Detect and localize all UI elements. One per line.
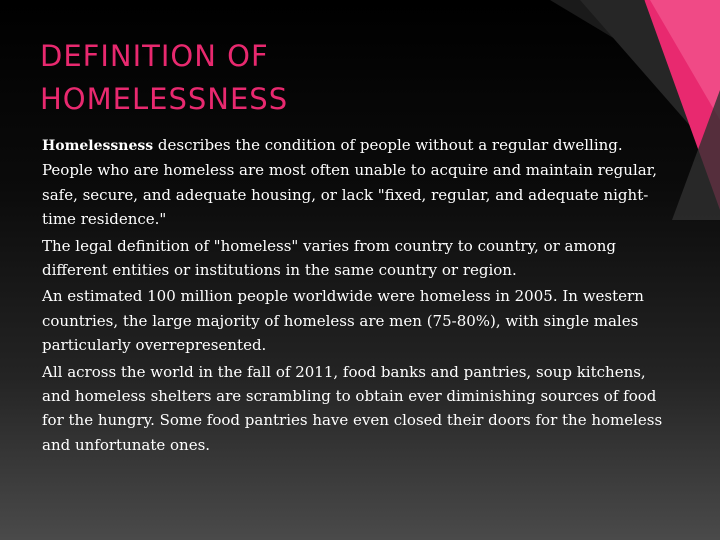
paragraph-text: An estimated 100 million people worldwide were homeless in 2005. In western countries, the large majority of homeless are men (75-80%), with single males particularly overrepresented. — [42, 287, 644, 355]
defined-term: Homelessness — [42, 138, 154, 154]
paragraph-statistics — [42, 284, 667, 357]
body-text — [42, 133, 667, 459]
paragraph-text: describes the condition of people without a regular dwelling. People who are homeless are most often unable to acquire and maintain regular, safe, secure, and adequate housing, or lack "fixed, regular, and adequate night-time residence." — [42, 136, 657, 229]
paragraph-text: All across the world in the fall of 2011, food banks and pantries, soup kitchens, and homeless shelters are scrambling to obtain ever diminishing sources of food for the hungry. Some food pantries have even closed their doors for the homeless and unfortunate ones. — [42, 362, 663, 454]
paragraph-legal-definition — [42, 234, 667, 283]
paragraph-definition — [42, 133, 667, 232]
slide-title: DEFINITION OF HOMELESSNESS — [40, 39, 289, 116]
paragraph-food-banks — [42, 360, 667, 458]
paragraph-text: The legal definition of "homeless" varies from country to country, or among different entities or institutions in the same country or region. — [42, 236, 616, 280]
